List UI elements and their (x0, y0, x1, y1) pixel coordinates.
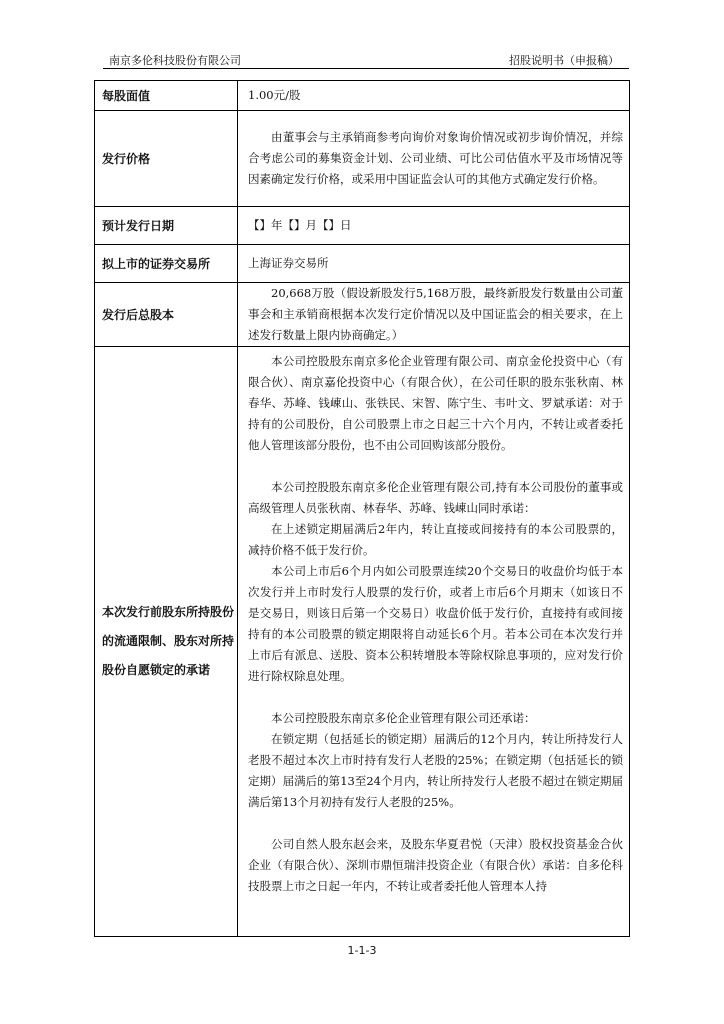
row-value-lockup (238, 347, 630, 937)
lockup-paragraph: 公司自然人股东赵会来，及股东华夏君悦（天津）股权投资基金合伙企业（有限合伙）、深圳市鼎恒瑞沣投资企业（有限合伙）承诺：自多伦科技股票上市之日起一年内，不转让或者委托他人管理本人持 (248, 837, 623, 893)
row-value-issue-price (238, 111, 630, 207)
total-shares-text: 20,668万股（假设新股发行5,168万股，最终新股发行数量由公司董事会和主承销商根据本次发行定价情况以及中国证监会的相关要求，在上述发行数量上限内协商确定。） (248, 286, 623, 342)
paragraph-gap (248, 687, 623, 708)
table-row (95, 245, 630, 283)
lockup-paragraph: 在锁定期（包括延长的锁定期）届满后的12个月内，转让所持发行人老股不超过本次上市时持有发行人老股的25%；在锁定期（包括延长的锁定期）届满后的第13至24个月内，转让所持发行人老股不超过在锁定期届满后第13个月初持有发行人老股的25%。 (248, 732, 623, 809)
row-label-exchange: 拟上市的证券交易所 (95, 245, 238, 283)
table-row (95, 81, 630, 111)
paragraph-gap (248, 813, 623, 834)
table-row (95, 283, 630, 347)
issuance-info-table (94, 80, 630, 937)
table-row (95, 111, 630, 207)
lockup-paragraph: 本公司控股股东南京多伦企业管理有限公司,持有本公司股份的董事或高级管理人员张秋南、林春华、苏峰、钱崠山同时承诺： (248, 480, 623, 515)
row-label-total-shares: 发行后总股本 (95, 283, 238, 347)
table-row (95, 207, 630, 245)
lockup-paragraph: 本公司控股股东南京多伦企业管理有限公司、南京金伦投资中心（有限合伙）、南京嘉伦投资中心（有限合伙），在公司任职的股东张秋南、林春华、苏峰、钱崠山、张铁民、宋智、陈宁生、韦叶文、罗斌承诺：对于持有的公司股份，自公司股票上市之日起三十六个月内，不转让或者委托他人管理该部分股份，也不由公司回购该部分股份。 (248, 354, 623, 452)
row-label-issue-date: 预计发行日期 (95, 207, 238, 245)
header-divider (103, 68, 629, 69)
header-doc-title: 招股说明书（申报稿） (509, 54, 619, 67)
row-value-issue-date: 【】年【】月【】日 (238, 207, 630, 245)
row-label-issue-price: 发行价格 (95, 111, 238, 207)
issue-price-text: 由董事会与主承销商参考向询价对象询价情况或初步询价情况，并综合考虑公司的募集资金计划、公司业绩、可比公司估值水平及市场情况等因素确定发行价格，或采用中国证监会认可的其他方式确定发行价格。 (248, 130, 623, 186)
lockup-paragraph: 在上述锁定期届满后2年内，转让直接或间接持有的本公司股票的，减持价格不低于发行价。 (248, 522, 623, 557)
row-value-total-shares (238, 283, 630, 347)
header-company: 南京多伦科技股份有限公司 (109, 54, 241, 67)
row-label-lockup: 本次发行前股东所持股份的流通限制、股东对所持股份自愿锁定的承诺 (95, 347, 238, 937)
row-label-par-value: 每股面值 (95, 81, 238, 111)
paragraph-gap (248, 456, 623, 477)
row-value-exchange: 上海证券交易所 (238, 245, 630, 283)
page-number: 1-1-3 (347, 944, 377, 957)
lockup-paragraph: 本公司控股股东南京多伦企业管理有限公司还承诺： (271, 711, 536, 725)
lockup-paragraph: 本公司上市后6个月内如公司股票连续20个交易日的收盘价均低于本次发行并上市时发行人股票的发行价，或者上市后6个月期末（如该日不是交易日，则该日后第一个交易日）收盘价低于发行价，直接持有或间接持有的本公司股票的锁定期限将自动延长6个月。若本公司在本次发行并上市后有派息、送股、资本公积转增股本等除权除息事项的，应对发行价进行除权除息处理。 (248, 564, 623, 683)
row-value-par-value: 1.00元/股 (238, 81, 630, 111)
page-header (103, 50, 629, 68)
table-row (95, 347, 630, 937)
